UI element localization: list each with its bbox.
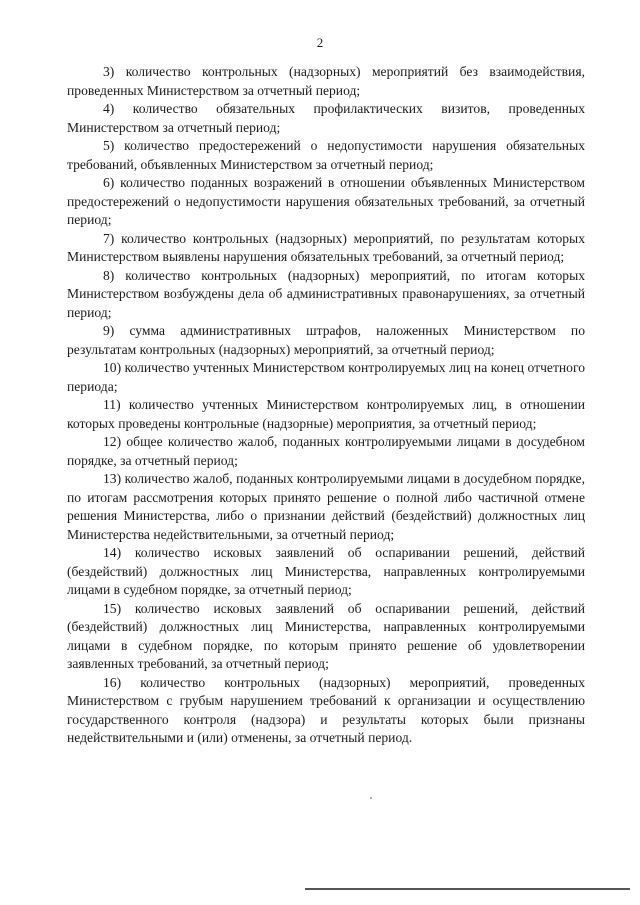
list-item: 4) количество обязательных профилактических визитов, проведенных Министерством за отчетный период; bbox=[67, 101, 585, 135]
list-item: 15) количество исковых заявлений об оспаривании решений, действий (бездействий) должностных лиц Министерства, направленных контролируемыми лицами в судебном порядке, по которым принято решение об удовлетворении заявленных требований, за отчетный период; bbox=[67, 600, 585, 671]
list-item: 14) количество исковых заявлений об оспаривании решений, действий (бездействий) должностных лиц Министерства, направленных контролируемыми лицами в судебном порядке, за отчетный период; bbox=[67, 545, 585, 597]
list-item: 12) общее количество жалоб, поданных контролируемыми лицами в досудебном порядке, за отчетный период; bbox=[67, 434, 585, 468]
list-item: 3) количество контрольных (надзорных) мероприятий без взаимодействия, проведенных Министерством за отчетный период; bbox=[67, 64, 585, 98]
scan-speck bbox=[370, 797, 372, 799]
list-item: 6) количество поданных возражений в отношении объявленных Министерством предостережений о недопустимости нарушения обязательных требований, за отчетный период; bbox=[67, 175, 585, 227]
list-item: 8) количество контрольных (надзорных) мероприятий, по итогам которых Министерством возбуждены дела об административных правонарушениях, за отчетный период; bbox=[67, 267, 585, 320]
scan-edge-line bbox=[305, 888, 630, 890]
list-item: 7) количество контрольных (надзорных) мероприятий, по результатам которых Министерством выявлены нарушения обязательных требований, за отчетный период; bbox=[67, 230, 585, 264]
list-item: 10) количество учтенных Министерством контролируемых лиц на конец отчетного периода; bbox=[67, 360, 585, 394]
page-number: 2 bbox=[316, 35, 324, 50]
list-item: 5) количество предостережений о недопустимости нарушения обязательных требований, объявленных Министерством за отчетный период; bbox=[67, 138, 585, 172]
list-item: 13) количество жалоб, поданных контролируемыми лицами в досудебном порядке, по итогам рассмотрения которых принято решение о полной либо частичной отмене решения Министерства, либо о признании действий (бездействий) должностных лиц Министерства недействительными, за отчетный период; bbox=[67, 471, 585, 542]
document-body bbox=[67, 63, 585, 748]
list-item: 16) количество контрольных (надзорных) мероприятий, проведенных Министерством с грубым нарушением требований к организации и осуществлению государственного контроля (надзора) и результаты которых были признаны недействительными и (или) отменены, за отчетный период. bbox=[67, 674, 585, 745]
list-item: 9) сумма административных штрафов, наложенных Министерством по результатам контрольных (надзорных) мероприятий, за отчетный период; bbox=[67, 323, 585, 357]
list-item: 11) количество учтенных Министерством контролируемых лиц, в отношении которых проведены контрольные (надзорные) мероприятия, за отчетный период; bbox=[67, 397, 585, 431]
